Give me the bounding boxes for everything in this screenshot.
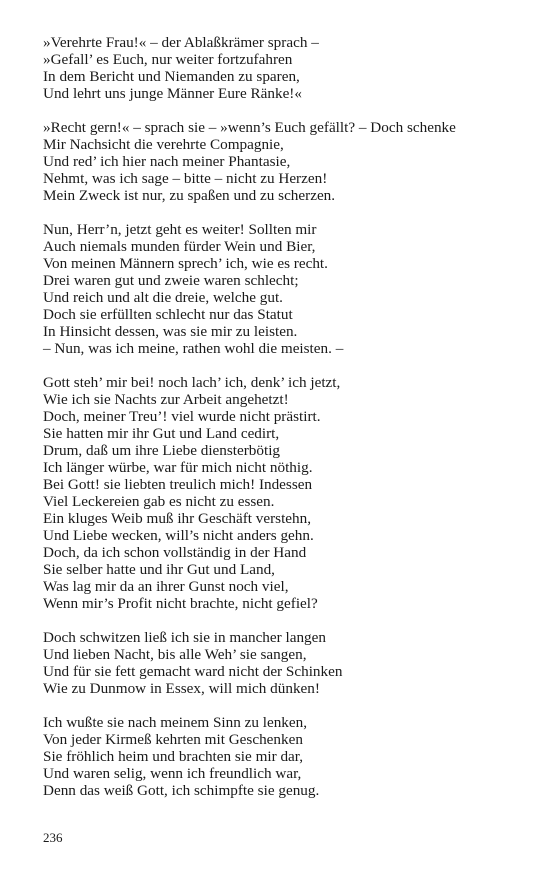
verse-line: »Recht gern!« – sprach sie – »wenn’s Euch gefällt? – Doch schenke (43, 119, 456, 136)
verse-line: Viel Leckereien gab es nicht zu essen. (43, 493, 275, 510)
poem-text (43, 34, 523, 816)
verse-line: Sie selber hatte und ihr Gut und Land, (43, 561, 275, 578)
verse-line: Denn das weiß Gott, ich schimpfte sie genug. (43, 782, 320, 799)
verse-line: Ein kluges Weib muß ihr Geschäft verstehn, (43, 510, 312, 527)
verse-line: Doch, da ich schon vollständig in der Hand (43, 544, 307, 561)
verse-line: Doch sie erfüllten schlecht nur das Statut (43, 306, 293, 323)
verse-line: »Gefall’ es Euch, nur weiter fortzufahren (43, 51, 293, 68)
verse-line: Sie fröhlich heim und brachten sie mir dar, (43, 748, 304, 765)
verse-line: In Hinsicht dessen, was sie mir zu leisten. (43, 323, 298, 340)
stanza (43, 374, 523, 612)
stanza (43, 629, 523, 697)
verse-line: Ich wußte sie nach meinem Sinn zu lenken, (43, 714, 308, 731)
verse-line: Auch niemals munden fürder Wein und Bier, (43, 238, 316, 255)
verse-line: Was lag mir da an ihrer Gunst noch viel, (43, 578, 289, 595)
verse-line: In dem Bericht und Niemanden zu sparen, (43, 68, 300, 85)
verse-line: – Nun, was ich meine, rathen wohl die meisten. – (43, 340, 344, 357)
verse-line: »Verehrte Frau!« – der Ablaßkrämer sprach – (43, 34, 319, 51)
stanza (43, 221, 523, 357)
verse-line: Gott steh’ mir bei! noch lach’ ich, denk’ ich jetzt, (43, 374, 341, 391)
verse-line: Und für sie fett gemacht ward nicht der Schinken (43, 663, 343, 680)
verse-line: Und waren selig, wenn ich freundlich war, (43, 765, 302, 782)
verse-line: Mein Zweck ist nur, zu spaßen und zu scherzen. (43, 187, 336, 204)
verse-line: Und lehrt uns junge Männer Eure Ränke!« (43, 85, 302, 102)
verse-line: Nehmt, was ich sage – bitte – nicht zu Herzen! (43, 170, 328, 187)
verse-line: Von jeder Kirmeß kehrten mit Geschenken (43, 731, 303, 748)
verse-line: Doch schwitzen ließ ich sie in mancher langen (43, 629, 326, 646)
verse-line: Und lieben Nacht, bis alle Weh’ sie sangen, (43, 646, 307, 663)
verse-line: Wie ich sie Nachts zur Arbeit angehetzt! (43, 391, 289, 408)
verse-line: Von meinen Männern sprech’ ich, wie es recht. (43, 255, 328, 272)
page-number: 236 (43, 830, 63, 845)
verse-line: Sie hatten mir ihr Gut und Land cedirt, (43, 425, 280, 442)
stanza (43, 34, 523, 102)
stanza (43, 714, 523, 799)
verse-line: Mir Nachsicht die verehrte Compagnie, (43, 136, 284, 153)
verse-line: Ich länger würbe, war für mich nicht nöthig. (43, 459, 313, 476)
stanza (43, 119, 523, 204)
verse-line: Und Liebe wecken, will’s nicht anders gehn. (43, 527, 314, 544)
verse-line: Drum, daß um ihre Liebe diensterbötig (43, 442, 281, 459)
verse-line: Wenn mir’s Profit nicht brachte, nicht gefiel? (43, 595, 318, 612)
verse-line: Nun, Herr’n, jetzt geht es weiter! Sollten mir (43, 221, 317, 238)
verse-line: Wie zu Dunmow in Essex, will mich dünken! (43, 680, 320, 697)
verse-line: Doch, meiner Treu’! viel wurde nicht prästirt. (43, 408, 321, 425)
verse-line: Drei waren gut und zweie waren schlecht; (43, 272, 299, 289)
verse-line: Und red’ ich hier nach meiner Phantasie, (43, 153, 291, 170)
verse-line: Und reich und alt die dreie, welche gut. (43, 289, 283, 306)
verse-line: Bei Gott! sie liebten treulich mich! Indessen (43, 476, 313, 493)
